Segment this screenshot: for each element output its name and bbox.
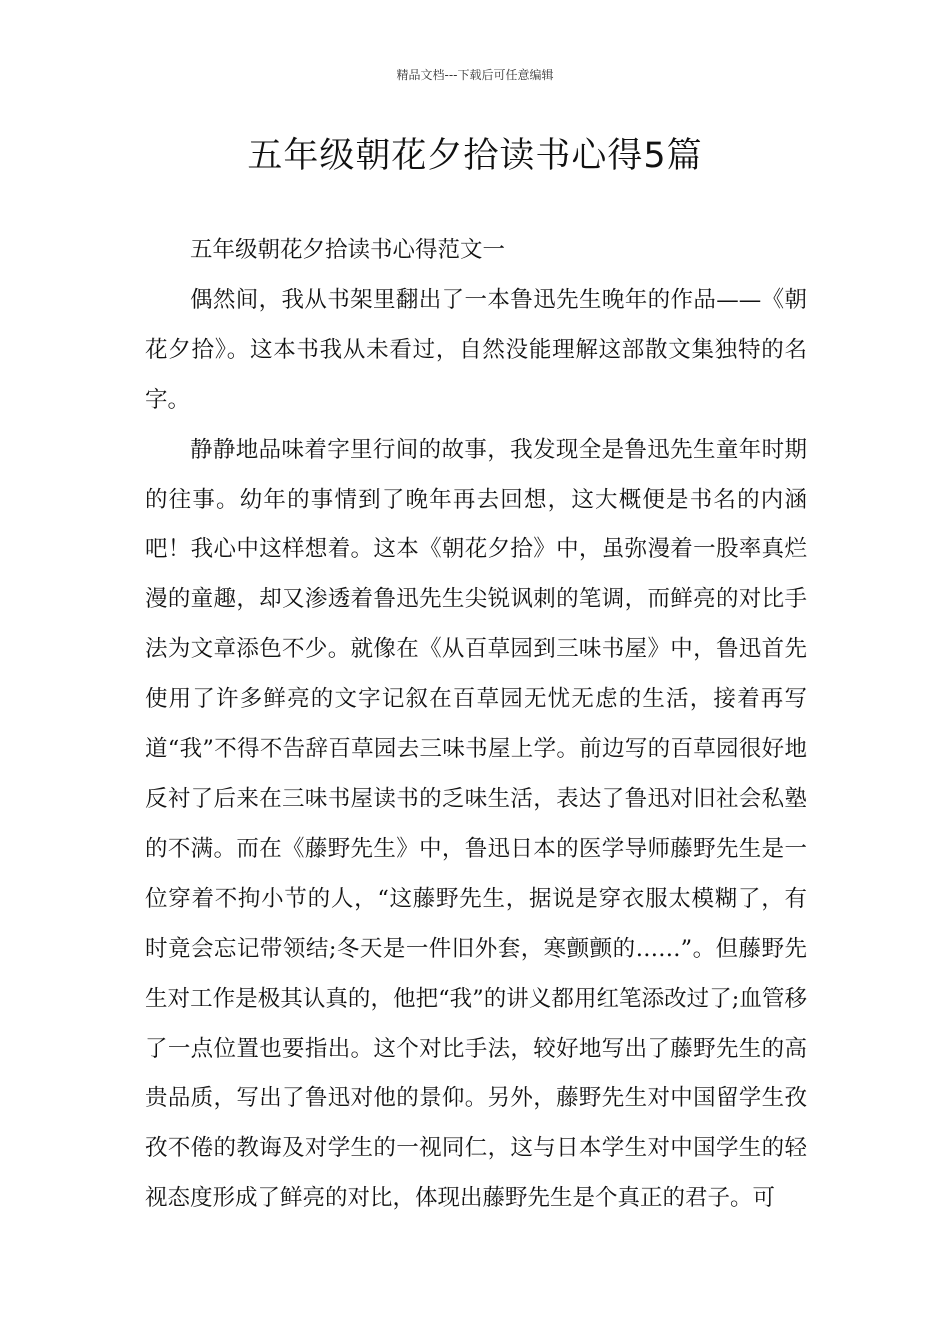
body-paragraph: 偶然间，我从书架里翻出了一本鲁迅先生晚年的作品——《朝花夕拾》。这本书我从未看过，自然没能理解这部散文集独特的名字。 (145, 286, 807, 413)
section-heading: 五年级朝花夕拾读书心得范文一 (190, 237, 506, 263)
document-body (145, 226, 807, 1224)
body-paragraph: 静静地品味着字里行间的故事，我发现全是鲁迅先生童年时期的往事。幼年的事情到了晚年再去回想，这大概便是书名的内涵吧！我心中这样想着。这本《朝花夕拾》中，虽弥漫着一股率真烂漫的童趣，却又渗透着鲁迅先生尖锐讽刺的笔调，而鲜亮的对比手法为文章添色不少。就像在《从百草园到三味书屋》中，鲁迅首先使用了许多鲜亮的文字记叙在百草园无忧无虑的生活，接着再写道“我”不得不告辞百草园去三味书屋上学。前边写的百草园很好地反衬了后来在三味书屋读书的乏味生活，表达了鲁迅对旧社会私塾的不满。而在《藤野先生》中，鲁迅日本的医学导师藤野先生是一位穿着不拘小节的人，“这藤野先生，据说是穿衣服太模糊了，有时竟会忘记带领结;冬天是一件旧外套，寒颤颤的……”。但藤野先生对工作是极其认真的，他把“我”的讲义都用红笔添改过了;血管移了一点位置也要指出。这个对比手法，较好地写出了藤野先生的高贵品质，写出了鲁迅对他的景仰。另外，藤野先生对中国留学生孜孜不倦的教诲及对学生的一视同仁，这与日本学生对中国学生的轻视态度形成了鲜亮的对比，体现出藤野先生是个真正的君子。可 (145, 436, 807, 1212)
header-note: 精品文档---下载后可任意编辑 (396, 68, 554, 82)
document-title: 五年级朝花夕拾读书心得5篇 (247, 136, 703, 176)
